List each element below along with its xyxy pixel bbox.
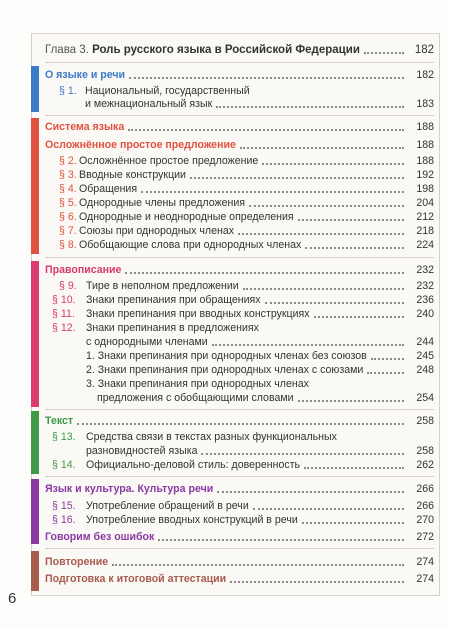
toc-row[interactable] (45, 69, 434, 81)
entry-text: Знаки препинания при вводных конструкциях (86, 308, 310, 320)
page-number: 245 (416, 350, 434, 362)
entry-text: 1. Знаки препинания при однородных членах без союзов (86, 350, 367, 362)
toc-row[interactable] (52, 500, 434, 512)
section-title: Подготовка к итоговой аттестации (45, 573, 227, 585)
page-number: 248 (416, 364, 434, 376)
section-bar-purple (31, 479, 39, 544)
divider (45, 548, 434, 549)
entry-text: Знаки препинания при обращениях (86, 294, 261, 306)
paragraph-number: § 15. (52, 500, 76, 512)
paragraph-number: § 1. (59, 85, 77, 97)
entry-text: Союзы при однородных членах (79, 225, 235, 237)
chapter-title: Роль русского языка в Российской Федерации (92, 44, 360, 56)
page-number: 266 (416, 500, 434, 512)
toc-row[interactable] (45, 415, 434, 427)
paragraph-number: § 9. (59, 280, 77, 292)
page-number: 183 (416, 98, 434, 110)
paragraph-number: § 6. (59, 211, 77, 223)
section-bar-red (31, 118, 39, 254)
divider (45, 115, 434, 116)
entry-text: 2. Знаки препинания при однородных членах с союзами (86, 364, 364, 376)
chapter-page: 182 (414, 44, 434, 56)
entry-text: Употребление вводных конструкций в речи (86, 514, 298, 526)
section-title: Язык и культура. Культура речи (45, 483, 214, 495)
toc-row[interactable] (45, 264, 434, 276)
page-number: 240 (416, 308, 434, 320)
page-number: 262 (416, 459, 434, 471)
paragraph-number: § 16. (52, 514, 76, 526)
paragraph-number: § 11. (52, 308, 75, 320)
paragraph-number: § 2. (59, 155, 77, 167)
entry-text: Официально-деловой стиль: доверенность (86, 459, 301, 471)
toc-row[interactable] (86, 445, 434, 457)
entry-text: и межнациональный язык (85, 98, 213, 110)
section-bar-blue (31, 66, 39, 112)
divider (45, 476, 434, 477)
entry-text: Тире в неполном предложении (86, 280, 239, 292)
paragraph-number: § 12. (52, 322, 76, 334)
page-number: 188 (416, 121, 434, 133)
page-number: 244 (416, 336, 434, 348)
page-number: 212 (416, 211, 434, 223)
page-number: 236 (416, 294, 434, 306)
entry-text: Обращения (79, 183, 138, 195)
toc-row[interactable] (45, 483, 434, 495)
entry-text: разновидностей языка (86, 445, 198, 457)
paragraph-number: § 7. (59, 225, 77, 237)
toc-row[interactable] (85, 98, 434, 110)
entry-text: с однородными членами (86, 336, 208, 348)
toc-row[interactable] (59, 211, 434, 223)
chapter-row[interactable] (45, 44, 434, 56)
section-title: Повторение (45, 556, 109, 568)
page-number: 270 (416, 514, 434, 526)
toc-row[interactable] (97, 392, 434, 404)
page-number: 204 (416, 197, 434, 209)
entry-text: Однородные члены предложения (79, 197, 245, 209)
page-number: 266 (416, 483, 434, 495)
toc-row[interactable] (52, 514, 434, 526)
entry-text: Национальный, государственный (85, 85, 250, 97)
divider (45, 409, 434, 410)
toc-row[interactable] (86, 364, 434, 376)
paragraph-number: § 3. (59, 169, 77, 181)
entry-text: Средства связи в текстах разных функциональных (86, 431, 337, 443)
toc-row[interactable] (52, 322, 434, 334)
toc-row[interactable] (59, 197, 434, 209)
section-title: Система языка (45, 121, 125, 133)
chapter-label: Глава 3. (45, 44, 89, 56)
page-number: 182 (416, 69, 434, 81)
toc-row[interactable] (52, 280, 434, 292)
page-number: 198 (416, 183, 434, 195)
paragraph-number: § 10. (52, 294, 76, 306)
book-page-number: 6 (8, 590, 17, 607)
page-number: 258 (416, 415, 434, 427)
page-number: 272 (416, 531, 434, 543)
page-number: 192 (416, 169, 434, 181)
page-number: 254 (416, 392, 434, 404)
page-number: 188 (416, 155, 434, 167)
page-number: 188 (416, 139, 434, 151)
entry-text: 3. Знаки препинания при однородных членах (86, 378, 309, 390)
section-bar-green (31, 411, 39, 474)
entry-text: Вводные конструкции (79, 169, 186, 181)
toc-row[interactable] (86, 378, 434, 390)
paragraph-number: § 5. (59, 197, 77, 209)
toc-row[interactable] (52, 459, 434, 471)
section-title: Текст (45, 415, 74, 427)
section-title: Правописание (45, 264, 122, 276)
toc-row[interactable] (45, 85, 434, 97)
toc-row[interactable] (45, 556, 434, 568)
toc-row[interactable] (45, 531, 434, 543)
entry-text: Обобщающие слова при однородных членах (79, 239, 302, 251)
page-number: 224 (416, 239, 434, 251)
toc-row[interactable] (52, 308, 434, 320)
paragraph-number: § 14. (52, 459, 76, 471)
page-number: 258 (416, 445, 434, 457)
section-title: Осложнённое простое предложение (45, 139, 236, 151)
paragraph-number: § 13. (52, 431, 76, 443)
section-bar-brown (31, 551, 39, 591)
section-title: Говорим без ошибок (45, 531, 155, 543)
entry-text: Знаки препинания в предложениях (86, 322, 259, 334)
toc-row[interactable] (52, 431, 434, 443)
entry-text: предложения с обобщающими словами (97, 392, 294, 404)
toc-row[interactable] (59, 239, 434, 251)
page-number: 232 (416, 264, 434, 276)
entry-text: Употребление обращений в речи (86, 500, 249, 512)
toc-row[interactable] (59, 155, 434, 167)
page-number: 218 (416, 225, 434, 237)
toc-row[interactable] (45, 573, 434, 585)
entry-text: Однородные и неоднородные определения (79, 211, 294, 223)
page-number: 232 (416, 280, 434, 292)
paragraph-number: § 8. (59, 239, 77, 251)
toc-row[interactable] (59, 225, 434, 237)
paragraph-number: § 4. (59, 183, 77, 195)
divider (45, 62, 434, 63)
page-number: 274 (416, 573, 434, 585)
entry-text: Осложнённое простое предложение (79, 155, 259, 167)
toc-row[interactable] (86, 350, 434, 362)
page-number: 274 (416, 556, 434, 568)
toc-row[interactable] (45, 121, 434, 133)
toc-row[interactable] (59, 169, 434, 181)
toc-row[interactable] (59, 183, 434, 195)
divider (45, 257, 434, 258)
section-bar-pink (31, 261, 39, 407)
toc-row[interactable] (52, 294, 434, 306)
toc-row[interactable] (86, 336, 434, 348)
toc-row[interactable] (45, 139, 434, 151)
section-title: О языке и речи (45, 69, 126, 81)
